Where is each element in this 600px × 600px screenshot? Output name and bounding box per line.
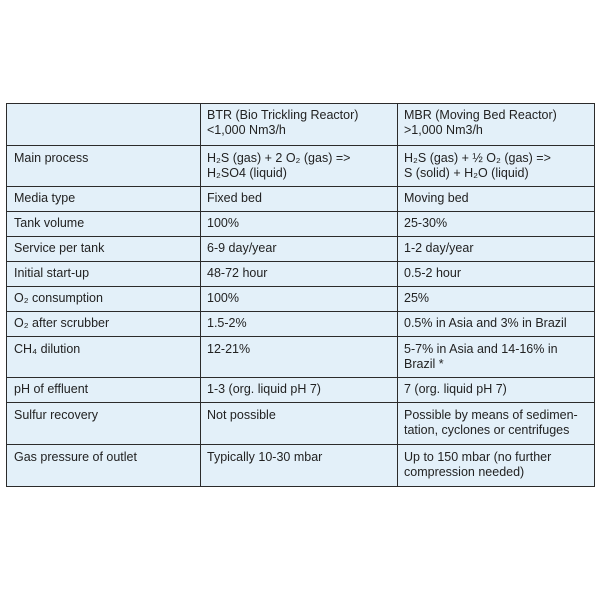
btr-cell-text: 100% [207, 291, 239, 305]
mbr-cell [398, 378, 595, 403]
mbr-cell [398, 445, 595, 487]
btr-cell [201, 337, 398, 378]
btr-cell-line2: H₂SO4 (liquid) [207, 166, 287, 180]
mbr-cell [398, 146, 595, 187]
mbr-cell-text: 25% [404, 291, 430, 305]
row-label-text: pH of effluent [14, 382, 89, 396]
btr-cell-text: 6-9 day/year [207, 241, 277, 255]
row-label-text: O₂ consumption [14, 291, 103, 305]
btr-cell [201, 212, 398, 237]
row-label-text: O₂ after scrubber [14, 316, 110, 330]
row-label [7, 146, 201, 187]
mbr-cell-line1: H₂S (gas) + ½ O₂ (gas) => [404, 151, 551, 165]
mbr-cell [398, 262, 595, 287]
mbr-cell [398, 212, 595, 237]
btr-cell [201, 312, 398, 337]
row-label [7, 337, 201, 378]
row-label [7, 403, 201, 445]
row-label-text: Service per tank [14, 241, 105, 255]
btr-cell-text: 12-21% [207, 342, 251, 356]
row-label [7, 287, 201, 312]
row-label-text: CH₄ dilution [14, 342, 81, 356]
header-mbr-capacity: >1,000 Nm3/h [404, 123, 483, 137]
btr-cell-text: 48-72 hour [207, 266, 268, 280]
row-label-text: Sulfur recovery [14, 408, 99, 422]
table-row-gas-pressure-of-outlet [7, 445, 595, 487]
row-label [7, 378, 201, 403]
mbr-cell [398, 287, 595, 312]
btr-cell [201, 378, 398, 403]
mbr-cell [398, 312, 595, 337]
btr-cell [201, 445, 398, 487]
mbr-cell-text: 0.5-2 hour [404, 266, 461, 280]
mbr-cell-text: 7 (org. liquid pH 7) [404, 382, 507, 396]
mbr-cell [398, 187, 595, 212]
mbr-cell-line2: compression needed) [404, 465, 525, 479]
mbr-cell-line2: Brazil * [404, 357, 444, 371]
table-row-tank-volume [7, 212, 595, 237]
row-label-text: Media type [14, 191, 76, 205]
table-row-o2-after-scrubber [7, 312, 595, 337]
btr-cell-text: 100% [207, 216, 239, 230]
table-row-service-per-tank [7, 237, 595, 262]
row-label [7, 262, 201, 287]
mbr-cell-text: 1-2 day/year [404, 241, 474, 255]
header-cell-mbr [398, 104, 595, 146]
row-label-text: Gas pressure of outlet [14, 450, 137, 464]
mbr-cell-line1: Up to 150 mbar (no further [404, 450, 552, 464]
table-row-sulfur-recovery [7, 403, 595, 445]
row-label-text: Tank volume [14, 216, 85, 230]
btr-cell [201, 237, 398, 262]
btr-cell [201, 146, 398, 187]
mbr-cell-text: Moving bed [404, 191, 469, 205]
mbr-cell [398, 403, 595, 445]
btr-cell [201, 187, 398, 212]
btr-cell-text: 1.5-2% [207, 316, 247, 330]
btr-cell-text: Typically 10-30 mbar [207, 450, 323, 464]
header-btr-capacity: <1,000 Nm3/h [207, 123, 286, 137]
table-row-ph-of-effluent [7, 378, 595, 403]
table-row-ch4-dilution [7, 337, 595, 378]
btr-cell-text: Fixed bed [207, 191, 262, 205]
header-cell-empty [7, 104, 201, 146]
mbr-cell-line1: Possible by means of sedimen- [404, 408, 578, 422]
mbr-cell-text: 0.5% in Asia and 3% in Brazil [404, 316, 567, 330]
btr-cell [201, 403, 398, 445]
btr-cell-text: 1-3 (org. liquid pH 7) [207, 382, 321, 396]
row-label-text: Main process [14, 151, 89, 165]
btr-cell-line1: H₂S (gas) + 2 O₂ (gas) => [207, 151, 351, 165]
row-label [7, 187, 201, 212]
header-row [7, 104, 595, 146]
row-label [7, 445, 201, 487]
row-label [7, 312, 201, 337]
row-label-text: Initial start-up [14, 266, 90, 280]
row-label [7, 212, 201, 237]
comparison-table [6, 103, 595, 487]
table-row-media-type [7, 187, 595, 212]
header-mbr-name: MBR (Moving Bed Reactor) [404, 108, 557, 122]
header-btr-name: BTR (Bio Trickling Reactor) [207, 108, 359, 122]
btr-cell [201, 262, 398, 287]
table-row-initial-start-up [7, 262, 595, 287]
mbr-cell [398, 237, 595, 262]
btr-cell [201, 287, 398, 312]
mbr-cell-text: 25-30% [404, 216, 448, 230]
mbr-cell-line1: 5-7% in Asia and 14-16% in [404, 342, 558, 356]
mbr-cell-line2: S (solid) + H₂O (liquid) [404, 166, 529, 180]
btr-cell-text: Not possible [207, 408, 276, 422]
table-row-o2-consumption [7, 287, 595, 312]
mbr-cell [398, 337, 595, 378]
mbr-cell-line2: tation, cyclones or centrifuges [404, 423, 570, 437]
row-label [7, 237, 201, 262]
header-cell-btr [201, 104, 398, 146]
table-row-main-process [7, 146, 595, 187]
